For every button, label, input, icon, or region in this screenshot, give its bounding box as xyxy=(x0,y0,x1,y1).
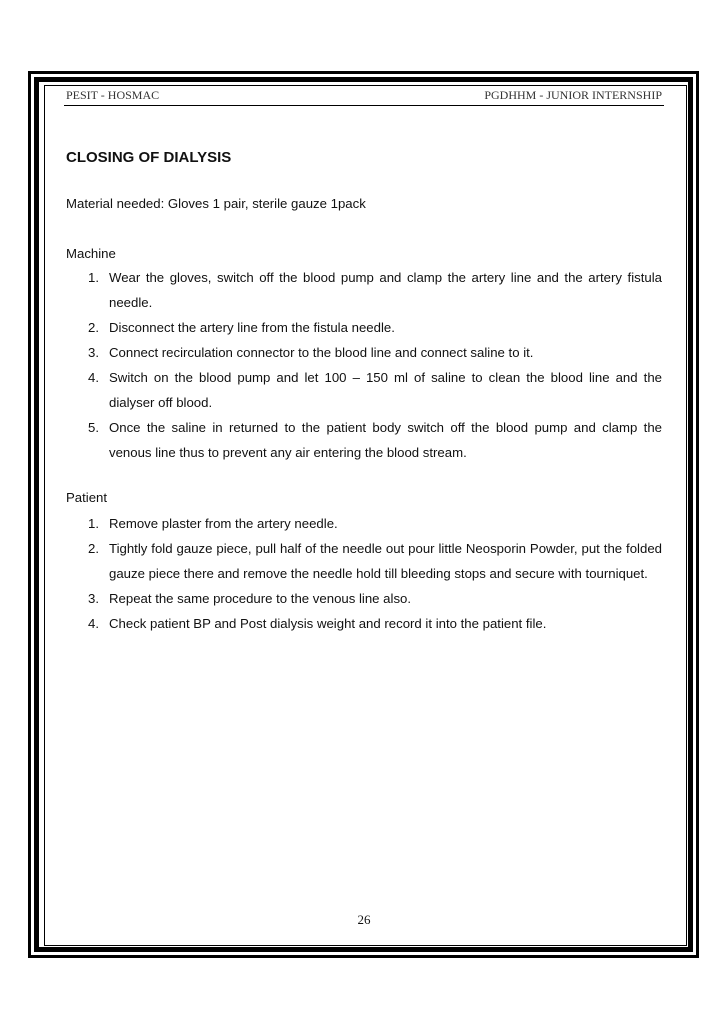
document-body xyxy=(66,147,662,631)
list-item xyxy=(66,315,662,340)
list-item xyxy=(66,340,662,365)
page-number: 26 xyxy=(357,912,371,927)
step-number: 2. xyxy=(88,541,99,556)
step-text: Once the saline in returned to the patient body switch off the blood pump and clamp the venous line thus to prevent any air entering the blood stream. xyxy=(109,420,662,460)
list-item xyxy=(66,511,662,536)
material-needed: Material needed: Gloves 1 pair, sterile gauze 1pack xyxy=(66,196,366,211)
step-number: 1. xyxy=(88,270,99,285)
step-text: Remove plaster from the artery needle. xyxy=(109,516,338,531)
step-number: 5. xyxy=(88,420,99,435)
list-item xyxy=(66,365,662,415)
machine-steps xyxy=(66,265,662,465)
step-text: Wear the gloves, switch off the blood pump and clamp the artery line and the artery fistula needle. xyxy=(109,270,662,310)
patient-heading: Patient xyxy=(66,490,108,505)
document-title: CLOSING OF DIALYSIS xyxy=(66,149,232,166)
step-text: Tightly fold gauze piece, pull half of the needle out pour little Neosporin Powder, put the folded gauze piece there and remove the needle hold till bleeding stops and secure with tourniquet. xyxy=(109,541,662,581)
step-number: 2. xyxy=(88,320,99,335)
step-number: 4. xyxy=(88,616,99,631)
list-item xyxy=(66,611,662,636)
step-text: Repeat the same procedure to the venous line also. xyxy=(109,591,412,606)
header-rule xyxy=(64,105,664,106)
step-text: Switch on the blood pump and let 100 – 150 ml of saline to clean the blood line and the dialyser off blood. xyxy=(109,370,662,410)
machine-heading: Machine xyxy=(66,246,116,261)
header-right: PGDHHM - JUNIOR INTERNSHIP xyxy=(484,88,662,102)
list-item xyxy=(66,265,662,315)
list-item xyxy=(66,536,662,586)
step-number: 4. xyxy=(88,370,99,385)
list-item xyxy=(66,586,662,611)
step-number: 3. xyxy=(88,345,99,360)
step-text: Check patient BP and Post dialysis weight and record it into the patient file. xyxy=(109,616,547,631)
step-text: Disconnect the artery line from the fistula needle. xyxy=(109,320,395,335)
list-item xyxy=(66,415,662,465)
step-text: Connect recirculation connector to the blood line and connect saline to it. xyxy=(109,345,534,360)
patient-steps xyxy=(66,511,662,636)
step-number: 1. xyxy=(88,516,99,531)
page-header xyxy=(66,88,662,104)
step-number: 3. xyxy=(88,591,99,606)
header-left: PESIT - HOSMAC xyxy=(66,88,160,102)
